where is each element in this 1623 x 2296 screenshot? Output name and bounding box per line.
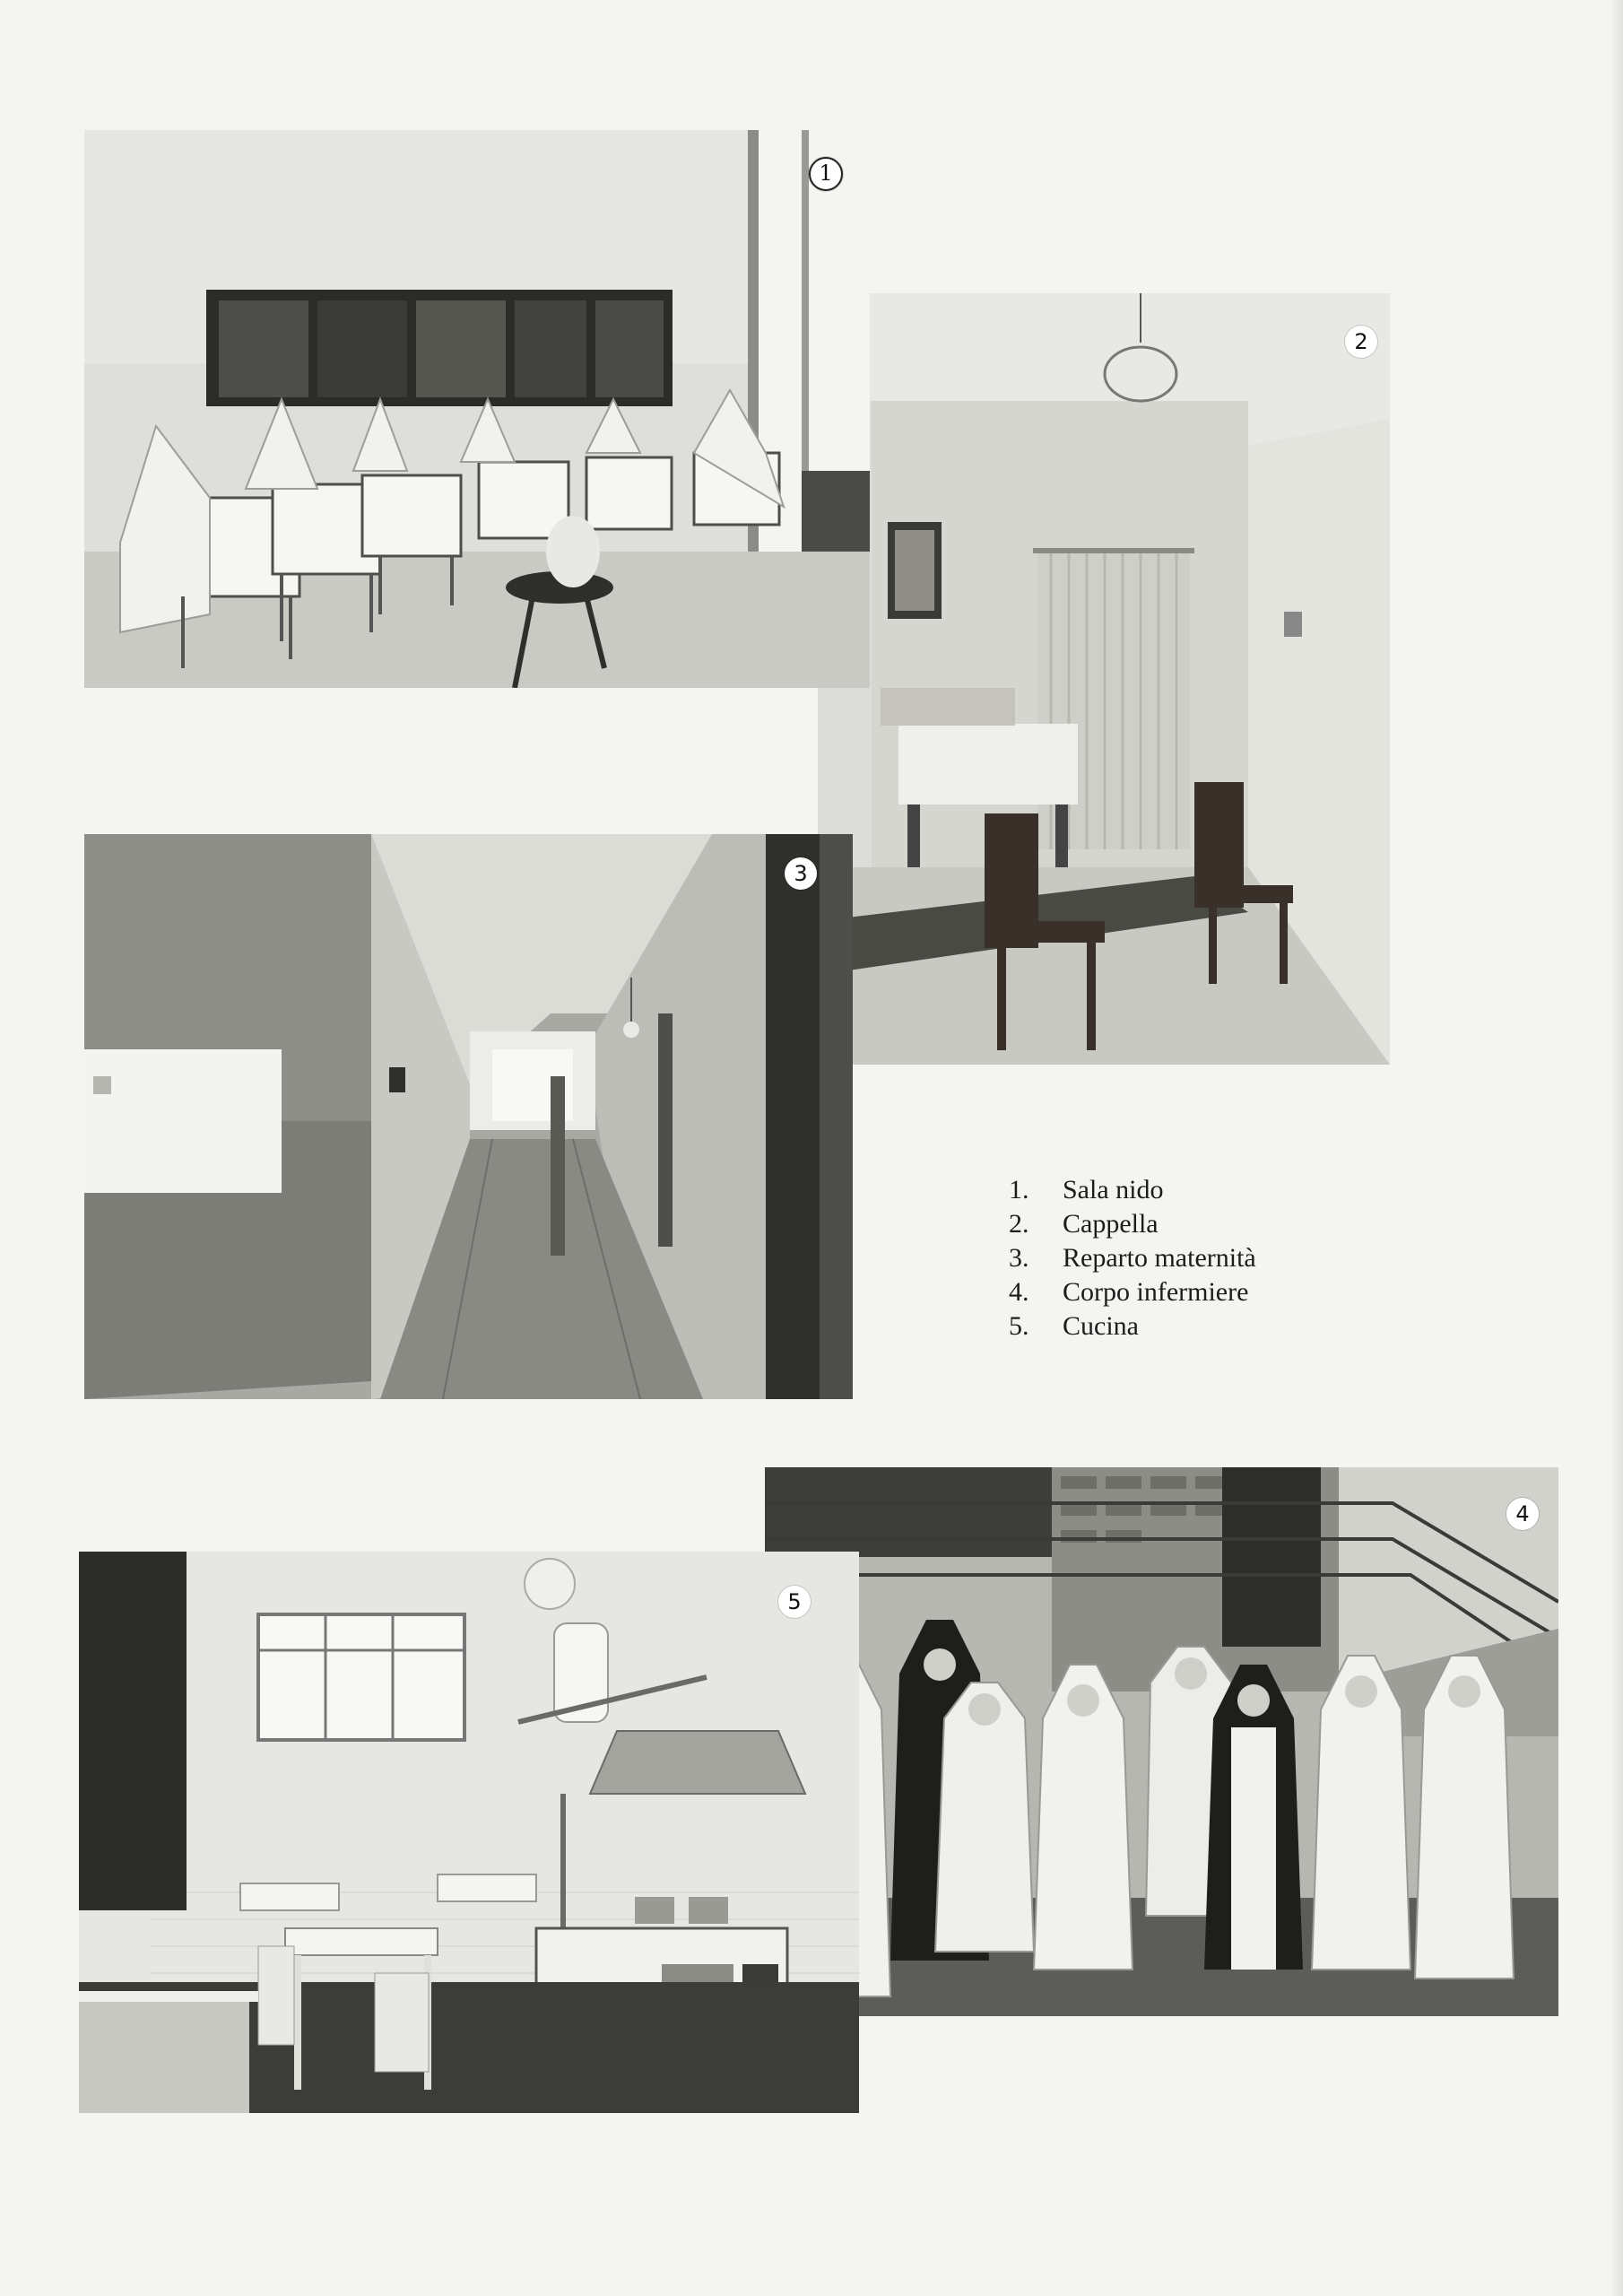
photo-number-badge: 5 bbox=[778, 1586, 811, 1618]
photo-nursing-staff bbox=[765, 1467, 1558, 2016]
photo-number-badge: 4 bbox=[1506, 1498, 1539, 1530]
caption-number: 2. bbox=[1009, 1209, 1029, 1239]
photo-nursery bbox=[84, 130, 870, 688]
photo-number-badge: 1 bbox=[809, 157, 843, 191]
caption-number: 4. bbox=[1009, 1277, 1029, 1307]
photo-caption-list bbox=[1009, 1173, 1256, 1344]
caption-number: 1. bbox=[1009, 1175, 1029, 1205]
caption-number: 5. bbox=[1009, 1311, 1029, 1341]
photo-number-badge: 3 bbox=[785, 857, 817, 890]
caption-number: 3. bbox=[1009, 1243, 1029, 1273]
caption-label: Cucina bbox=[1063, 1311, 1139, 1341]
photo-chapel bbox=[818, 293, 1390, 1065]
caption-label: Reparto maternità bbox=[1063, 1243, 1256, 1273]
caption-item bbox=[1009, 1207, 1256, 1241]
caption-item bbox=[1009, 1241, 1256, 1275]
caption-label: Corpo infermiere bbox=[1063, 1277, 1249, 1307]
caption-label: Sala nido bbox=[1063, 1175, 1164, 1205]
caption-item bbox=[1009, 1275, 1256, 1309]
caption-item bbox=[1009, 1309, 1256, 1344]
page-edge-shadow bbox=[1610, 0, 1623, 2296]
photo-maternity-ward bbox=[84, 834, 853, 1399]
caption-label: Cappella bbox=[1063, 1209, 1159, 1239]
photo-kitchen bbox=[79, 1552, 859, 2113]
photo-number-badge: 2 bbox=[1345, 326, 1377, 358]
caption-item bbox=[1009, 1173, 1256, 1207]
